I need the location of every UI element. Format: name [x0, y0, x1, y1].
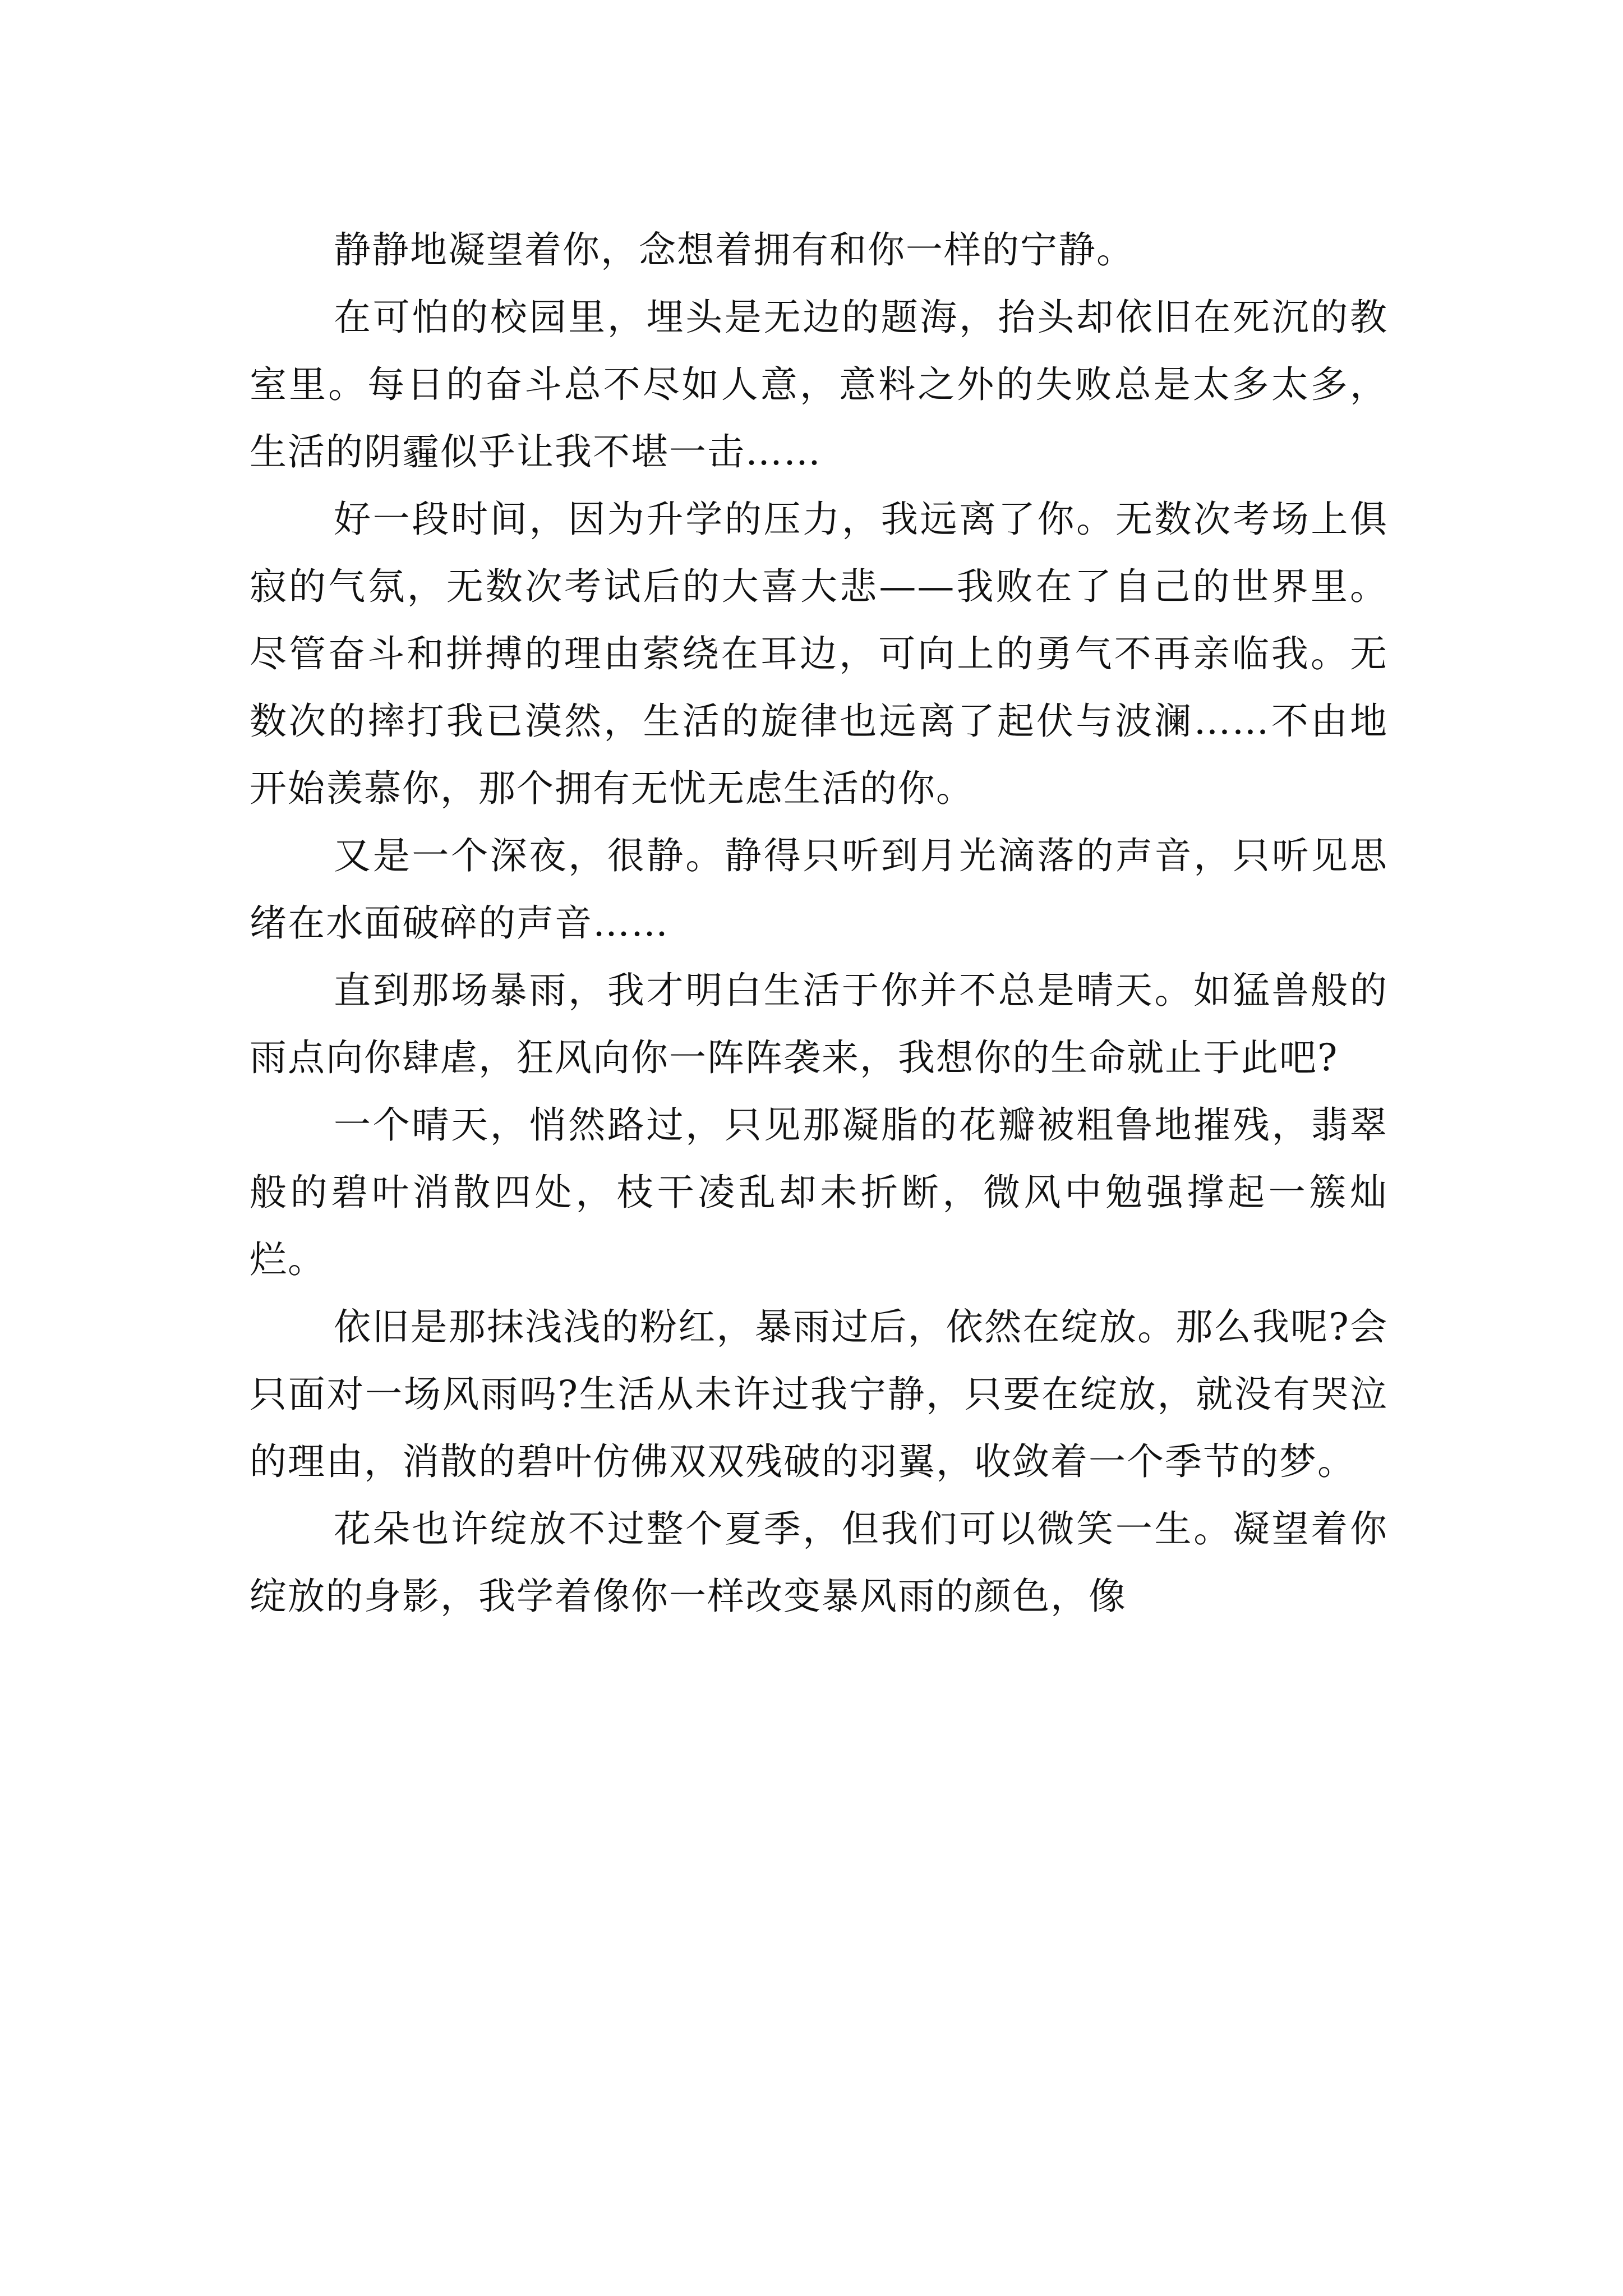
paragraph-6: 一个晴天，悄然路过，只见那凝脂的花瓣被粗鲁地摧残，翡翠般的碧叶消散四处，枝干凌乱却未折断，微风中勉强撑起一簇灿烂。 [250, 1103, 1388, 1281]
paragraph-4: 又是一个深夜，很静。静得只听到月光滴落的声音，只听见思绪在水面破碎的声音…… [250, 834, 1388, 945]
paragraph-1: 静静地凝望着你，念想着拥有和你一样的宁静。 [334, 228, 1135, 272]
article-body [250, 217, 1388, 1630]
paragraph-2: 在可怕的校园里，埋头是无边的题海，抬头却依旧在死沉的教室里。每日的奋斗总不尽如人意，意料之外的失败总是太多太多，生活的阴霾似乎让我不堪一击…… [250, 296, 1388, 473]
paragraph-7: 依旧是那抹浅浅的粉红，暴雨过后，依然在绽放。那么我呢?会只面对一场风雨吗?生活从未许过我宁静，只要在绽放，就没有哭泣的理由，消散的碧叶仿佛双双残破的羽翼，收敛着一个季节的梦。 [250, 1305, 1388, 1483]
paragraph-8: 花朵也许绽放不过整个夏季，但我们可以微笑一生。凝望着你绽放的身影，我学着像你一样改变暴风雨的颜色，像 [250, 1507, 1388, 1618]
paragraph-3: 好一段时间，因为升学的压力，我远离了你。无数次考场上俱寂的气氛，无数次考试后的大喜大悲——我败在了自己的世界里。尽管奋斗和拼搏的理由萦绕在耳边，可向上的勇气不再亲临我。无数次的摔打我已漠然，生活的旋律也远离了起伏与波澜……不由地开始羡慕你，那个拥有无忧无虑生活的你。 [250, 498, 1388, 810]
paragraph-5: 直到那场暴雨，我才明白生活于你并不总是晴天。如猛兽般的雨点向你肆虐，狂风向你一阵阵袭来，我想你的生命就止于此吧? [250, 969, 1388, 1079]
